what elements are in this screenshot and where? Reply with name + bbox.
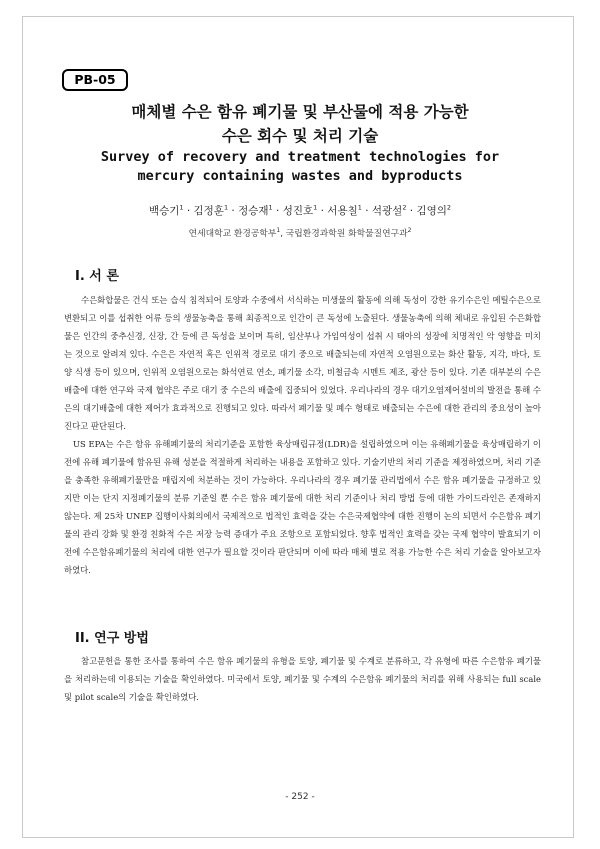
author-separator: · [228,205,239,217]
author-name: 석광설 [371,205,403,217]
affiliation-name: 국립환경과학원 화학물질연구과 [285,229,408,239]
affiliation-mark: 2 [407,227,412,235]
author-affiliation-mark: 1 [357,203,362,212]
intro-paragraph-1: 수은화합물은 건식 또는 습식 침적되어 토양과 수중에서 서식하는 미생물의 활동에 의해 독성이 강한 유기수은인 메틸수은으로 변환되고 이를 섭취한 어류 등의 생물농축을 통해 최종적으로 인간이 큰 독성에 노출된다. 생물농축에 의해 체내로 유입된 수은화합물은 인간의 중추신경, 신장, 간 등에 큰 독성을 보이며 특히, 임산부나 가임여성이 섭취 시 태아의 성장에 치명적인 악 영향을 미치는 것으로 알려져 있다. 수은은 자연적 혹은 인위적 경로로 대기 중으로 배출되는데 자연적 오염원으로는 화산 활동, 지각, 바다, 토양 식생 등이 있으며, 인위적 오염원으로는 화석연료 연소, 폐기물 소각, 비철금속 시멘트 제조, 광산 등이 있다. 기존 대부분의 수은 배출에 대한 연구와 국제 협약은 주로 대기 중 수은의 배출에 집중되어 있었다. 우리나라의 경우 대기오염제어설비의 발전을 통해 수은의 대기배출에 대한 제어가 효과적으로 진행되고 있다. 따라서 폐기물 및 폐수 형태로 배출되는 수은에 대한 관리의 중요성이 높아진다고 판단된다. [64,295,541,432]
intro-paragraph-2: US EPA는 수은 함유 유해폐기물의 처리기준을 포함한 육상매립규정(LDR)을 설립하였으며 이는 유해폐기물을 육상매립하기 이전에 유해 폐기물에 함유된 유해 성분을 적절하게 처리하는 내용을 포함하고 있다. 기술기반의 처리 기준을 제정하였으며, 처리 기준을 충족한 유해폐기물만을 매립지에 처분하는 것이 가능하다. 우리나라의 경우 폐기물 관리법에서 수은 함유 폐기물을 규정하고 있지만 이는 단지 지정폐기물의 분류 기준일 뿐 수은 함유 폐기물에 대한 처리 기준이나 처리 방법 등에 대한 가이드라인은 존재하지 않는다. 제 25차 UNEP 집행이사회의에서 국제적으로 법적인 효력을 갖는 수은국제협약에 대한 진행이 논의 되면서 수은함유 폐기물의 관리 강화 및 환경 친화적 수은 저장 능력 증대가 주요 조항으로 포함되었다. 향후 법적인 효력을 갖는 국제 협약이 발효되기 이전에 수은함유폐기물의 처리에 대한 연구가 필요할 것이라 판단되며 이에 따라 매체 별로 적용 가능한 수은 처리 기술을 알아보고자 하였다. [64,439,541,576]
methods-paragraph-1: 참고문헌을 통한 조사를 통하여 수은 함유 폐기물의 유형을 토양, 폐기물 및 수계로 분류하고, 각 유형에 따른 수은함유 폐기물을 처리하는데 이용되는 기술을 확인하였다. 미국에서 토양, 폐기물 및 수계의 수은함유 폐기물의 처리를 위해 사용되는 full scale 및 pilot scale의 기술을 확인하였다. [64,656,541,703]
author-affiliation-mark: 2 [446,203,452,212]
author-separator: · [183,205,194,217]
author-name: 성진호 [282,205,314,217]
author-name: 서용칠 [327,205,358,217]
affiliation-mark: 1 [276,227,281,235]
author-name: 백승기 [148,205,180,217]
affiliation-name: 연세대학교 환경공학부 [188,229,277,239]
author-affiliation-mark: 1 [313,203,318,212]
affiliation-separator: , [280,229,286,239]
poster-code-badge: PB-05 [62,69,128,91]
title-english-line2: mercury containing wastes and byproducts [137,168,463,184]
author-affiliation-mark: 1 [223,203,229,212]
title-korean-line1: 매체별 수은 함유 폐기물 및 부산물에 적용 가능한 [131,103,469,121]
author-affiliation-mark: 2 [402,203,407,212]
page-number: - 252 - [285,792,315,802]
section-heading-methods: II. 연구 방법 [75,631,149,646]
author-separator: · [317,205,328,217]
author-separator: · [272,205,283,217]
author-name: 김정훈 [193,205,224,217]
author-list [0,203,600,218]
affiliations [0,226,600,239]
title-korean-line2: 수은 회수 및 처리 기술 [221,127,379,145]
author-name: 정승재 [238,205,269,217]
title-english-line1: Survey of recovery and treatment technologies for [100,149,500,165]
author-affiliation-mark: 1 [268,203,273,212]
author-separator: · [406,205,417,217]
author-separator: · [361,205,372,217]
section-heading-introduction: I. 서 론 [75,269,119,284]
author-name: 김영의 [416,205,447,217]
author-affiliation-mark: 1 [179,203,184,212]
